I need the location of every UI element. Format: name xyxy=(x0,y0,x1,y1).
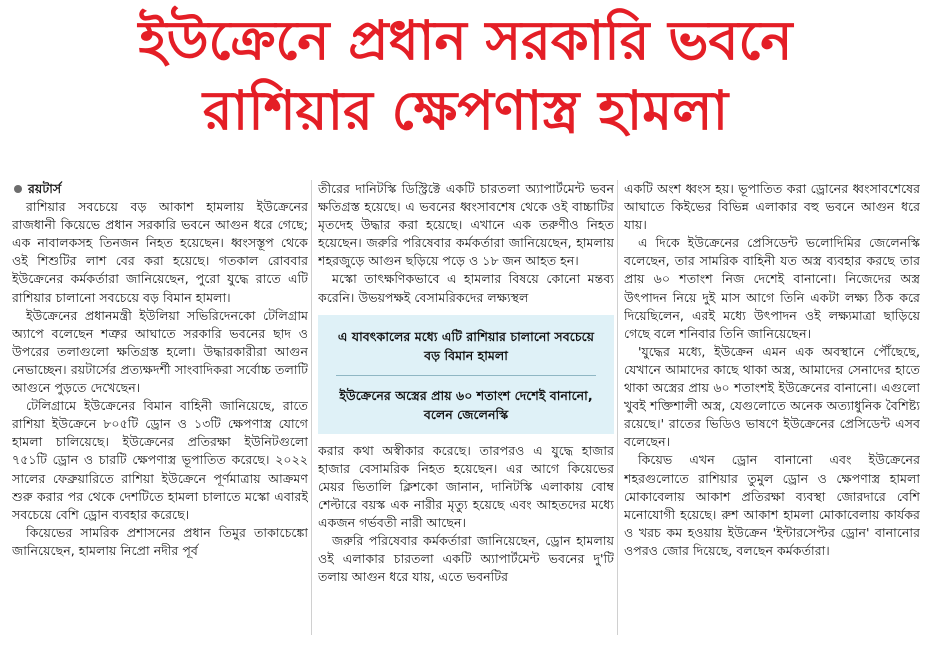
paragraph: জরুরি পরিষেবার কর্মকর্তারা জানিয়েছেন, ড্রোন হামলায় ওই এলাকার চারতলা একটি অ্যাপার্টমেন্ট ভবনের দু'টি তলায় আগুন ধরে যায়, এতে ভবনটির xyxy=(318,533,614,585)
pull-quote-divider xyxy=(336,375,596,376)
pull-quote-box xyxy=(318,315,614,434)
paragraph: টেলিগ্রামে ইউক্রেনের বিমান বাহিনী জানিয়েছে, রাতে রাশিয়া ইউক্রেনে ৮০৫টি ড্রোন ও ১৩টি ক্ষেপণাস্ত্র যোগে হামলা চালিয়েছে। ইউক্রেনের প্রতিরক্ষা ইউনিটগুলো ৭৫১টি ড্রোন ও চারটি ক্ষেপণাস্ত্র ভূপাতিত করেছে। ২০২২ সালের ফেব্রুয়ারিতে রাশিয়া ইউক্রেনে পূর্ণমাত্রায় আক্রমণ শুরু করার পর থেকে দেশটিতে হামলা চালাতে মস্কো এবারই সবচেয়ে বেশি ড্রোন ব্যবহার করেছে। xyxy=(12,398,308,522)
article-column-1 xyxy=(12,180,308,642)
byline-source: রয়টার্স xyxy=(28,181,62,196)
paragraph: তীরের দানিটস্কি ডিস্ট্রিক্টে একটি চারতলা অ্যাপার্টমেন্ট ভবন ক্ষতিগ্রস্ত হয়েছে। এ ভবনের ধ্বংসাবশেষ থেকে ওই বাচ্চাটির মৃতদেহ উদ্ধার করা হয়েছে। এখানে এক তরুণীও নিহত হয়েছেন। জরুরি পরিষেবার কর্মকর্তারা জানিয়েছেন, হামলায় শহরজুড়ে আগুন ছড়িয়ে পড়ে ও ১৮ জন আহত হন। xyxy=(318,181,614,269)
paragraph: এ দিকে ইউক্রেনের প্রেসিডেন্ট ভলোদিমির জেলেনস্কি বলেছেন, তার সামরিক বাহিনী যত অস্ত্র ব্যবহার করছে তার প্রায় ৬০ শতাংশ নিজ দেশেই বানানো। নিজেদের অস্ত্র উৎপাদন নিয়ে দুই মাস আগে তিনি একটা লক্ষ্য ঠিক করে দিয়েছিলেন, এরই মধ্যে উৎপাদন ওই লক্ষ্যমাত্রা ছাড়িয়ে গেছে বলে শনিবার তিনি জানিয়েছেন। xyxy=(624,235,920,341)
paragraph: কিয়েভ এখন ড্রোন বানানো এবং ইউক্রেনের শহরগুলোতে রাশিয়ার তুমুল ড্রোন ও ক্ষেপণাস্ত্র হামলা মোকাবেলায় আকাশ প্রতিরক্ষা ব্যবস্থা জোরদারে বেশি মনোযোগী হয়েছে। রুশ আকাশ হামলা মোকাবেলায় কার্যকর ও খরচ কম হওয়ায় ইউক্রেন 'ইন্টারসেপ্টর ড্রোন' বানানোর ওপরও জোর দিয়েছে, বলছেন কর্মকর্তারা। xyxy=(624,452,920,558)
article-column-3 xyxy=(624,180,920,642)
paragraph: একটি অংশ ধ্বংস হয়। ভূপাতিত করা ড্রোনের ধ্বংসাবশেষের আঘাতে কিইভের বিভিন্ন এলাকার বহু ভবনে আগুন ধরে যায়। xyxy=(624,181,920,233)
article-column-2 xyxy=(318,180,614,642)
headline-line-2: রাশিয়ার ক্ষেপণাস্ত্র হামলা xyxy=(202,79,729,142)
column-divider xyxy=(617,180,618,635)
pull-quote-2: ইউক্রেনের অস্ত্রের প্রায় ৬০ শতাংশ দেশেই বানানো, বলেন জেলেনস্কি xyxy=(339,387,593,422)
pull-quote-1: এ যাবৎকালের মধ্যে এটি রাশিয়ার চালানো সবচেয়ে বড় বিমান হামলা xyxy=(337,328,595,363)
byline xyxy=(12,180,308,198)
paragraph: মস্কো তাৎক্ষণিকভাবে এ হামলার বিষয়ে কোনো মন্তব্য করেনি। উভয়পক্ষই বেসামরিকদের লক্ষ্যস্থল xyxy=(318,271,614,305)
paragraph: রাশিয়ার সবচেয়ে বড় আকাশ হামলায় ইউক্রেনের রাজধানী কিয়েভে প্রধান সরকারি ভবনে আগুন ধরে গেছে; এক নাবালকসহ তিনজন নিহত হয়েছেন। ধ্বংসস্তূপ থেকে ওই শিশুটির লাশ বের করা হয়েছে। গতকাল রোববার ইউক্রেনের কর্মকর্তারা জানিয়েছেন, পুরো যুদ্ধে রাতে এটি রাশিয়ার চালানো সবচেয়ে বড় বিমান হামলা। xyxy=(12,199,308,305)
headline xyxy=(0,6,931,146)
bullet-icon xyxy=(14,185,22,193)
paragraph: কিয়েভের সামরিক প্রশাসনের প্রধান তিমুর তাকাচেঙ্কো জানিয়েছেন, হামলায় নিপ্রো নদীর পূর্ব xyxy=(12,524,308,558)
paragraph: 'যুদ্ধের মধ্যে, ইউক্রেন এমন এক অবস্থানে পৌঁছেছে, যেখানে আমাদের কাছে থাকা অস্ত্র, আমাদের সেনাদের হাতে থাকা অস্ত্রের প্রায় ৬০ শতাংশই ইউক্রেনের বানানো। এগুলো খুবই শক্তিশালী অস্ত্র, যেগুলোতে অনেক অত্যাধুনিক বৈশিষ্ট্য রয়েছে।' রাতের ভিডিও ভাষণে ইউক্রেনের প্রেসিডেন্ট এসব বলেছেন। xyxy=(624,343,920,450)
column-divider xyxy=(311,180,312,635)
headline-line-1: ইউক্রেনে প্রধান সরকারি ভবনে xyxy=(138,9,793,72)
paragraph: করার কথা অস্বীকার করেছে। তারপরও এ যুদ্ধে হাজার হাজার বেসামরিক নিহত হয়েছেন। এর আগে কিয়েভের মেয়র ভিতালি ক্লিশকো জানান, দানিটস্কি এলাকায় বোম্ব শেল্টারে বয়স্ক এক নারীর মৃত্যু হয়েছে এবং আহতদের মধ্যে একজন গর্ভবতী নারী আছেন। xyxy=(318,442,614,531)
paragraph: ইউক্রেনের প্রধানমন্ত্রী ইউলিয়া সভিরিদেনকো টেলিগ্রাম অ্যাপে বলেছেন শত্রুর আঘাতে সরকারি ভবনের ছাদ ও উপরের তলাগুলো ক্ষতিগ্রস্ত হলো। উদ্ধারকারীরা আগুন নেভাচ্ছেন। রয়টার্সের প্রত্যক্ষদর্শী সাংবাদিকরা সর্বোচ্চ তলাটি আগুনে পুড়তে দেখেছেন। xyxy=(12,307,308,396)
